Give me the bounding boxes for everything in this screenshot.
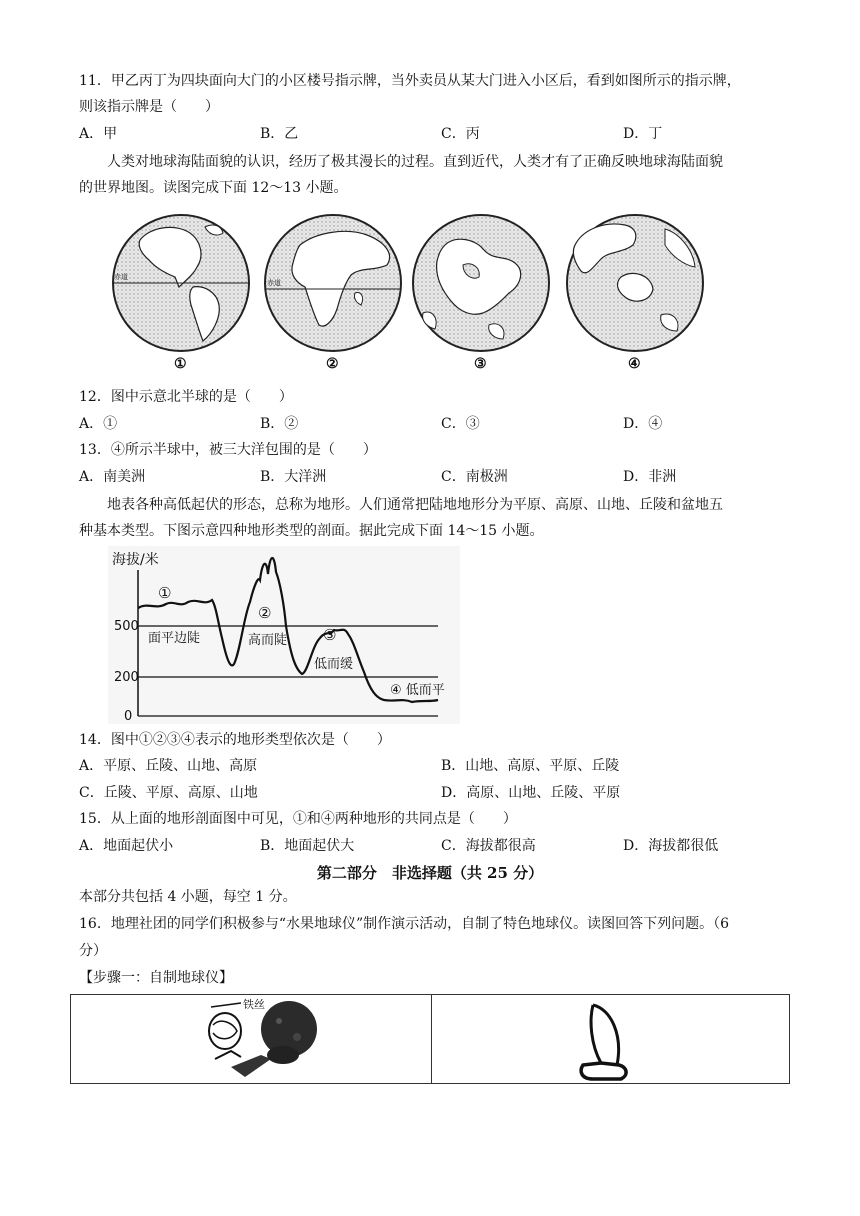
q13-option-d: D．非洲 <box>623 469 677 485</box>
q15-option-c: C．海拔都很高 <box>441 838 536 854</box>
table-divider <box>431 995 432 1083</box>
profile-tick-0: 0 <box>124 709 133 724</box>
q13-option-c: C．南极洲 <box>441 469 508 485</box>
q14-option-c: C．丘陵、平原、高原、山地 <box>79 785 258 801</box>
q12-stem: 12．图中示意北半球的是（ ） <box>79 389 293 405</box>
globe-3 <box>413 215 549 351</box>
q12-option-a: A．① <box>79 416 118 432</box>
q13-option-b: B．大洋洲 <box>260 469 327 485</box>
globe-2 <box>265 215 401 351</box>
profile-desc-3: 低而缓 <box>314 657 354 672</box>
q11-stem-line1: 11．甲乙丙丁为四块面向大门的小区楼号指示牌，当外卖员从某大门进入小区后，看到如图所示的指示牌， <box>79 73 741 89</box>
q11-stem-line2: 则该指示牌是（ ） <box>79 99 219 115</box>
q16-step1-title: 【步骤一：自制地球仪】 <box>79 970 233 986</box>
profile-desc-1: 面平边陡 <box>148 631 201 646</box>
globe-4 <box>567 215 703 351</box>
globe-1-equator-label: 赤道 <box>114 273 128 281</box>
fruit-globe-materials-image <box>201 997 341 1083</box>
q15-option-b: B．地面起伏大 <box>260 838 355 854</box>
q16-stem-line2: 分） <box>79 943 107 959</box>
intro14-line1: 地表各种高低起伏的形态，总称为地形。人们通常把陆地地形分为平原、高原、山地、丘陵和盆地五 <box>107 497 723 513</box>
q13-stem: 13．④所示半球中，被三大洋包围的是（ ） <box>79 442 377 458</box>
globe-stand-sketch <box>571 1001 631 1081</box>
globe-2-equator-label: 赤道 <box>267 279 281 287</box>
profile-tick-200: 200 <box>114 670 139 685</box>
q11-option-b: B．乙 <box>260 126 299 142</box>
q14-stem: 14．图中①②③④表示的地形类型依次是（ ） <box>79 732 391 748</box>
profile-y-axis-label: 海拔/米 <box>112 552 159 568</box>
profile-label-1: ① <box>158 584 172 602</box>
q14-option-a: A．平原、丘陵、山地、高原 <box>79 758 258 774</box>
q14-option-b: B．山地、高原、平原、丘陵 <box>441 758 620 774</box>
q15-stem: 15．从上面的地形剖面图中可见，①和④两种地形的共同点是（ ） <box>79 811 517 827</box>
globe-label-2: ② <box>326 356 339 372</box>
part2-desc: 本部分共包括 4 小题，每空 1 分。 <box>79 889 297 905</box>
intro12-line1: 人类对地球海陆面貌的认识，经历了极其漫长的过程。直到近代，人类才有了正确反映地球海陆面貌 <box>107 154 723 170</box>
profile-desc-2: 高而陡 <box>248 633 288 648</box>
q12-option-b: B．② <box>260 416 299 432</box>
globe-1 <box>113 215 249 351</box>
q15-option-a: A．地面起伏小 <box>79 838 174 854</box>
q11-option-d: D．丁 <box>623 126 663 142</box>
part2-title: 第二部分 非选择题（共 25 分） <box>316 864 544 882</box>
q12-option-d: D．④ <box>623 416 663 432</box>
q16-figure-table <box>70 994 790 1084</box>
globe-label-1: ① <box>174 356 187 372</box>
intro14-line2: 种基本类型。下图示意四种地形类型的剖面。据此完成下面 14～15 小题。 <box>79 523 544 539</box>
q13-option-a: A．南美洲 <box>79 469 146 485</box>
wire-label: 铁丝 <box>243 998 265 1011</box>
q11-option-a: A．甲 <box>79 126 118 142</box>
globe-label-3: ③ <box>474 356 487 372</box>
q11-option-c: C．丙 <box>441 126 480 142</box>
profile-label-3: ③ <box>323 626 337 644</box>
profile-label-4: ④ 低而平 <box>390 683 445 698</box>
profile-label-2: ② <box>258 604 272 622</box>
globe-label-4: ④ <box>628 356 641 372</box>
q15-option-d: D．海拔都很低 <box>623 838 719 854</box>
terrain-profile-figure <box>108 546 460 724</box>
profile-tick-500: 500 <box>114 619 139 634</box>
q12-option-c: C．③ <box>441 416 480 432</box>
q16-stem-line1: 16．地理社团的同学们积极参与“水果地球仪”制作演示活动，自制了特色地球仪。读图回答下列问题。（6 <box>79 916 730 932</box>
q14-option-d: D．高原、山地、丘陵、平原 <box>441 785 621 801</box>
hemisphere-globes-figure <box>105 205 715 375</box>
intro12-line2: 的世界地图。读图完成下面 12～13 小题。 <box>79 180 348 196</box>
